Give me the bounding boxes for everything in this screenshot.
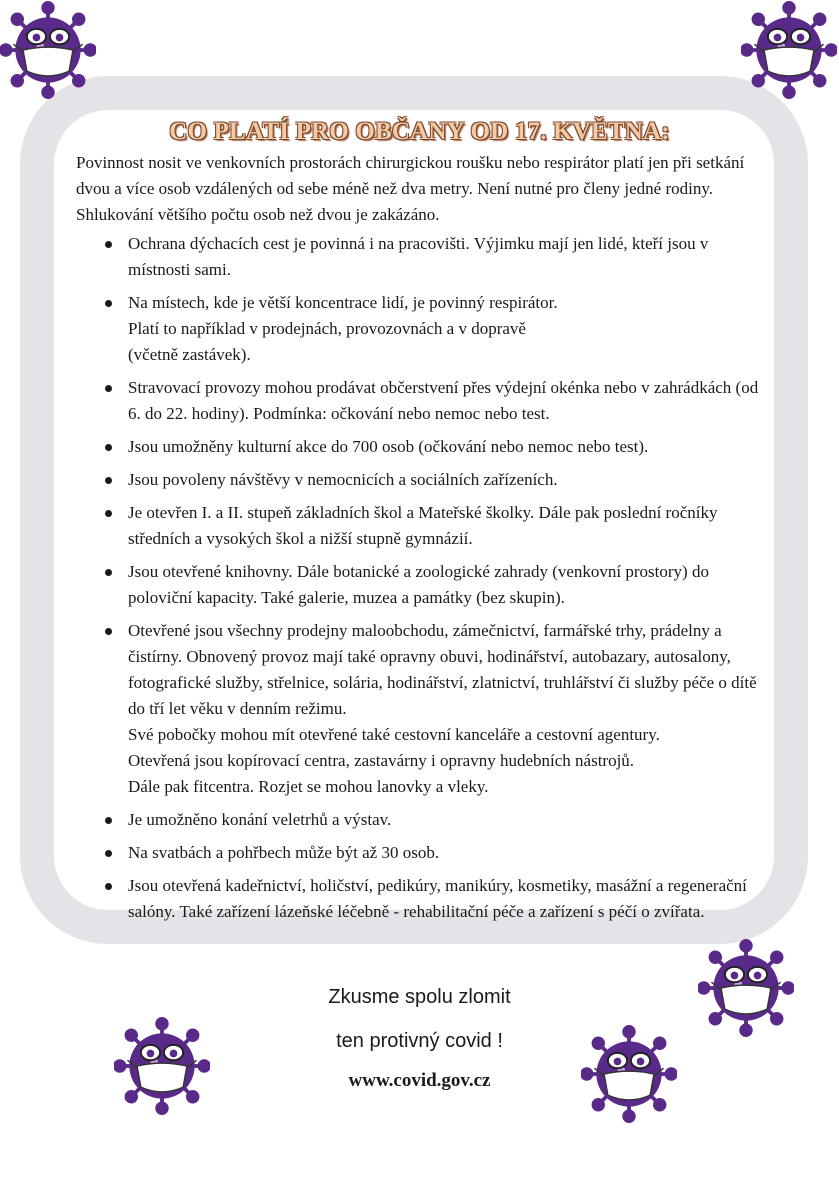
rule-text: Dále pak fitcentra. Rozjet se mohou lanovky a vleky.: [128, 777, 489, 796]
virus-mascot-icon: [741, 0, 837, 100]
rule-text: Je otevřen I. a II. stupeň základních škol a Mateřské školky. Dále pak poslední ročníky středních a vysokých škol a nižší stupně gymnázií.: [128, 503, 718, 548]
bullet-dot-icon: [105, 477, 112, 484]
rule-text: Na místech, kde je větší koncentrace lidí, je povinný respirátor.: [128, 293, 558, 312]
rules-list: [100, 231, 768, 932]
intro-paragraph: Povinnost nosit ve venkovních prostorách chirurgickou roušku nebo respirátor platí jen při setkání dvou a více osob vzdálených od sebe méně než dva metry. Není nutné pro členy jedné rodiny. Shlukování většího počtu osob než dvou je zakázáno.: [76, 153, 745, 224]
rule-text: Ochrana dýchacích cest je povinná i na pracovišti. Výjimku mají jen lidé, kteří jsou v místnosti sami.: [128, 234, 709, 279]
rule-text: Jsou povoleny návštěvy v nemocnicích a sociálních zařízeních.: [128, 470, 558, 489]
rule-item: [100, 618, 768, 800]
rule-item: [100, 231, 768, 283]
rule-text: Stravovací provozy mohou prodávat občerstvení přes výdejní okénka nebo v zahrádkách (od 6. do 22. hodiny). Podmínka: očkování nebo nemoc nebo test.: [128, 378, 759, 423]
rule-text: Jsou umožněny kulturní akce do 700 osob (očkování nebo nemoc nebo test).: [128, 437, 649, 456]
bullet-dot-icon: [105, 385, 112, 392]
rule-text: Otevřené jsou všechny prodejny maloobchodu, zámečnictví, farmářské trhy, prádelny a čistírny. Obnovený provoz mají také opravny obuvi, hodinářství, autobazary, autosalony, fotografické služby, střelnice, solária, hodinářství, zlatnictví, truhlářství či služby péče o dítě do tří let věku v denním režimu.: [128, 621, 757, 718]
rule-item: [100, 840, 768, 866]
rule-text: Své pobočky mohou mít otevřené také cestovní kanceláře a cestovní agentury.: [128, 725, 660, 744]
rule-text: Na svatbách a pohřbech může být až 30 osob.: [128, 843, 440, 862]
bullet-dot-icon: [105, 569, 112, 576]
virus-mascot-icon: [0, 0, 96, 100]
rule-item: [100, 500, 768, 552]
rule-item: [100, 290, 768, 368]
bullet-dot-icon: [105, 850, 112, 857]
bullet-dot-icon: [105, 444, 112, 451]
virus-mascot-icon: [698, 938, 794, 1038]
page-title: CO PLATÍ PRO OBČANY OD 17. KVĚTNA:: [169, 118, 670, 145]
website-link[interactable]: www.covid.gov.cz: [348, 1070, 491, 1091]
rule-item: [100, 375, 768, 427]
bullet-dot-icon: [105, 241, 112, 248]
rule-text: Platí to například v prodejnách, provozovnách a v dopravě: [128, 319, 526, 338]
rule-item: [100, 559, 768, 611]
rule-text: (včetně zastávek).: [128, 345, 251, 364]
bullet-dot-icon: [105, 817, 112, 824]
bullet-dot-icon: [105, 300, 112, 307]
rule-text: Otevřená jsou kopírovací centra, zastavárny i opravny hudebních nástrojů.: [128, 751, 635, 770]
rule-item: [100, 807, 768, 833]
slogan-line-1: Zkusme spolu zlomit: [328, 986, 511, 1008]
virus-mascot-icon: [581, 1024, 677, 1124]
rule-item: [100, 434, 768, 460]
bullet-dot-icon: [105, 628, 112, 635]
rule-text: Je umožněno konání veletrhů a výstav.: [128, 810, 392, 829]
virus-mascot-icon: [114, 1016, 210, 1116]
bullet-dot-icon: [105, 883, 112, 890]
rule-text: Jsou otevřené knihovny. Dále botanické a zoologické zahrady (venkovní prostory) do poloviční kapacity. Také galerie, muzea a památky (bez skupin).: [128, 562, 709, 607]
bullet-dot-icon: [105, 510, 112, 517]
rule-item: [100, 873, 768, 925]
slogan-line-2: ten protivný covid !: [336, 1030, 503, 1052]
rule-item: [100, 467, 768, 493]
rule-text: Jsou otevřená kadeřnictví, holičství, pedikúry, manikúry, kosmetiky, masážní a regenerační salóny. Také zařízení lázeňské léčebně - rehabilitační péče a zařízení s péčí o zvířata.: [128, 876, 747, 921]
